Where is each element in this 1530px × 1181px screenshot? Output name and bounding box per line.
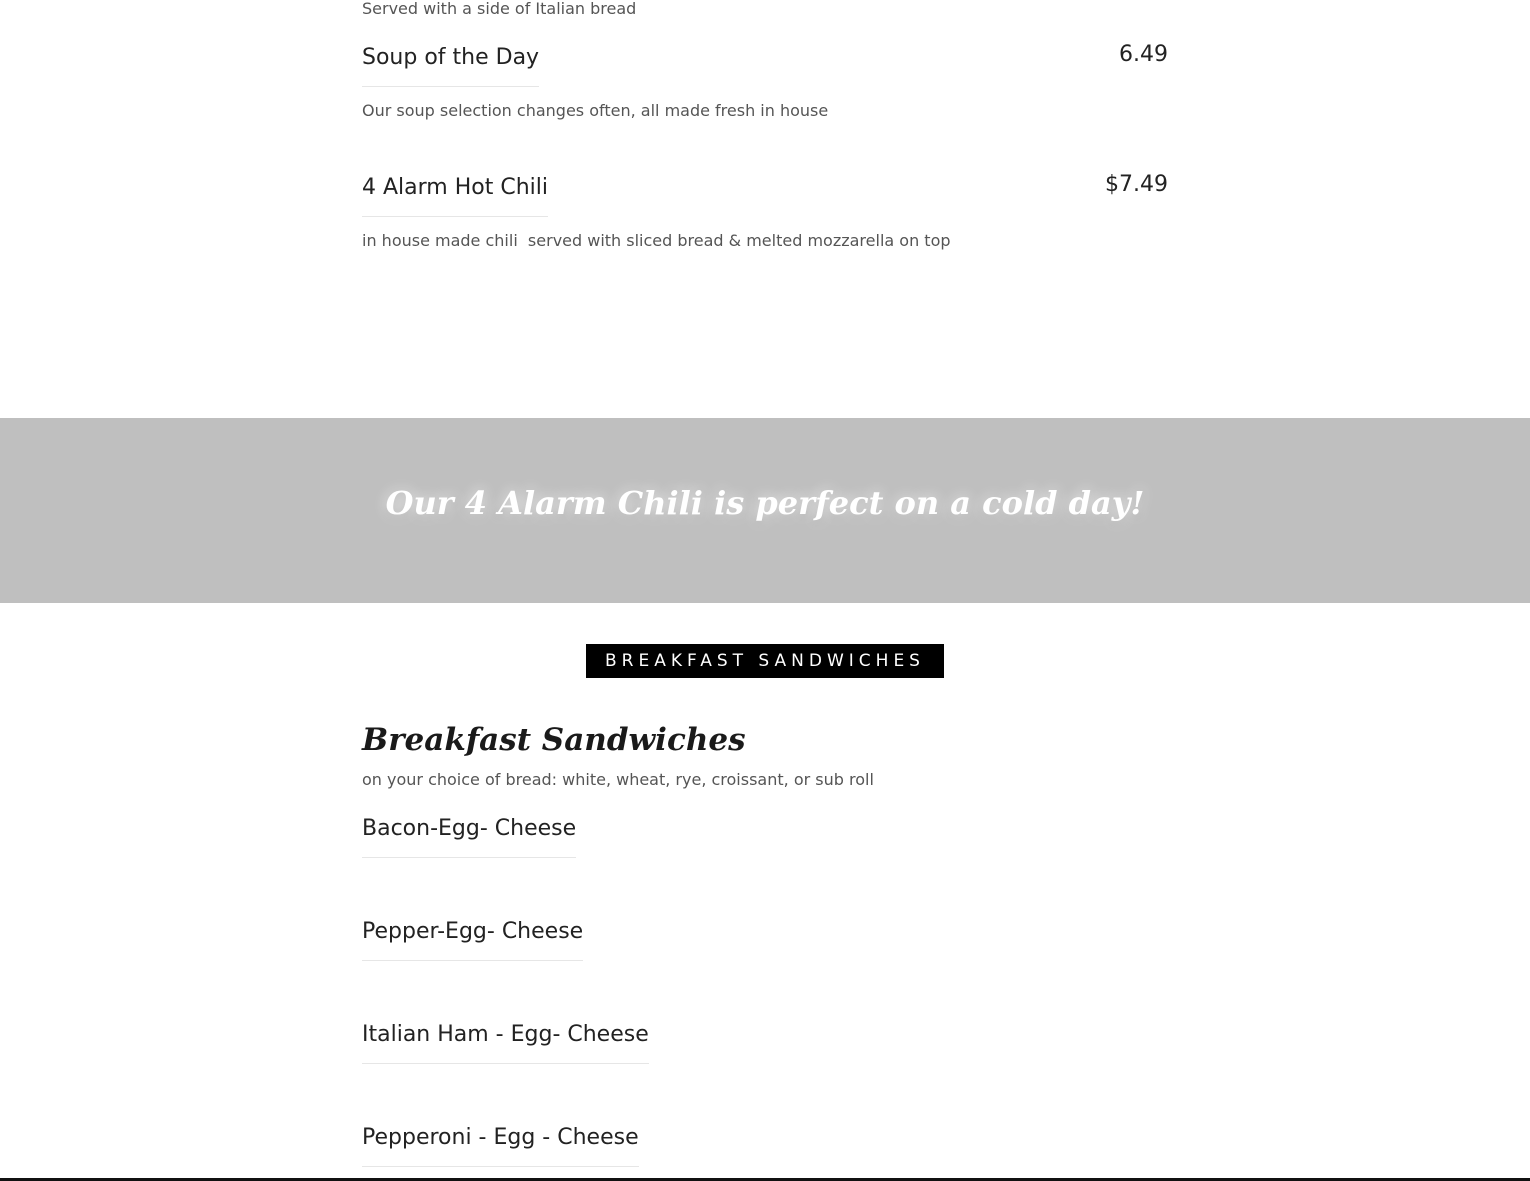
menu-item-name: Soup of the Day <box>362 45 539 87</box>
menu-item-soup-of-the-day <box>362 42 1168 165</box>
menu-item-pepperoni-egg-cheese <box>362 1125 639 1167</box>
menu-item-description: in house made chili served with sliced bread & melted mozzarella on top <box>362 231 951 250</box>
menu-item-name: Italian Ham - Egg- Cheese <box>362 1022 649 1064</box>
menu-item-name: Pepperoni - Egg - Cheese <box>362 1125 639 1167</box>
menu-item-name: 4 Alarm Hot Chili <box>362 175 548 217</box>
previous-item-description: Served with a side of Italian bread <box>362 0 637 18</box>
section-tab-breakfast-sandwiches[interactable]: BREAKFAST SANDWICHES <box>586 644 944 678</box>
section-subtitle: on your choice of bread: white, wheat, rye, croissant, or sub roll <box>362 770 874 789</box>
menu-item-price: 6.49 <box>1119 42 1168 67</box>
menu-item-bacon-egg-cheese <box>362 816 576 858</box>
menu-item-price: $7.49 <box>1105 172 1168 197</box>
promo-banner-text: Our 4 Alarm Chili is perfect on a cold day! <box>385 484 1145 522</box>
menu-item-name: Pepper-Egg- Cheese <box>362 919 583 961</box>
menu-item-name: Bacon-Egg- Cheese <box>362 816 576 858</box>
menu-item-4-alarm-hot-chili <box>362 172 1168 295</box>
menu-item-description: Our soup selection changes often, all made fresh in house <box>362 101 829 120</box>
menu-item-italian-ham-egg-cheese <box>362 1022 649 1064</box>
menu-item-pepper-egg-cheese <box>362 919 583 961</box>
promo-banner <box>0 418 1530 603</box>
section-title: Breakfast Sandwiches <box>362 722 746 758</box>
